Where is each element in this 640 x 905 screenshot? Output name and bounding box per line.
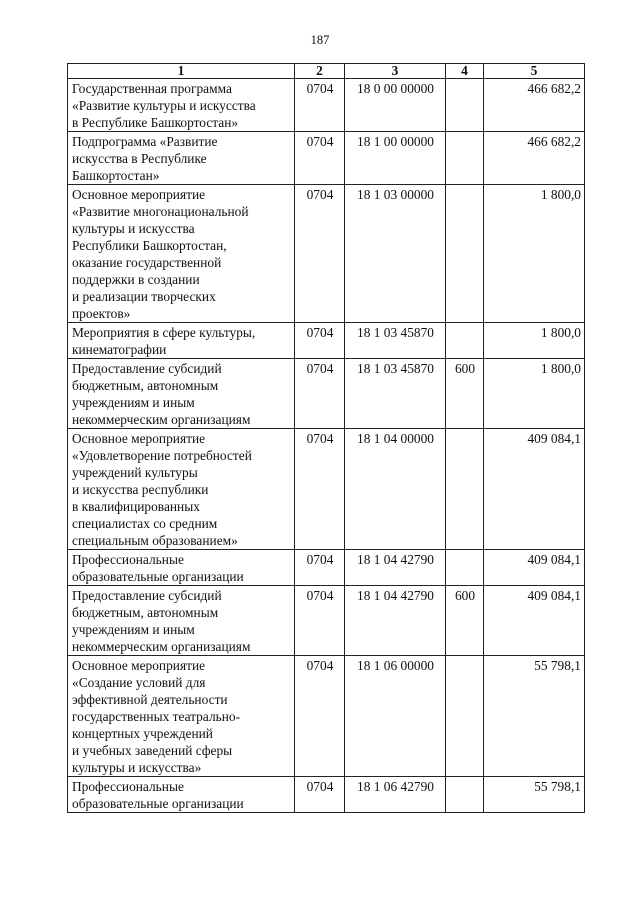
cell-name-line: Профессиональные (72, 552, 184, 567)
cell-name-line: учреждений культуры (72, 465, 198, 480)
cell-name-line: культуры и искусства (72, 221, 195, 236)
cell-name-line: эффективной деятельности (72, 692, 228, 707)
cell-section: 0704 (295, 586, 345, 656)
table-body (68, 79, 585, 813)
cell-name (68, 777, 295, 813)
cell-section: 0704 (295, 359, 345, 429)
cell-code: 18 1 00 00000 (345, 132, 446, 185)
cell-name-line: бюджетным, автономным (72, 378, 219, 393)
cell-section: 0704 (295, 323, 345, 359)
table-row (68, 777, 585, 813)
cell-section: 0704 (295, 185, 345, 323)
cell-name (68, 79, 295, 132)
column-header-2: 2 (295, 64, 345, 79)
cell-name-line: Профессиональные (72, 779, 184, 794)
cell-name (68, 429, 295, 550)
cell-type (446, 132, 484, 185)
cell-name-line: учреждениям и иным (72, 622, 195, 637)
table-row (68, 323, 585, 359)
cell-name-line: проектов» (72, 306, 131, 321)
cell-code: 18 1 03 45870 (345, 323, 446, 359)
cell-amount: 409 084,1 (484, 429, 585, 550)
cell-code: 18 1 03 45870 (345, 359, 446, 429)
cell-name-line: специальным образованием» (72, 533, 238, 548)
cell-name-line: кинематографии (72, 342, 167, 357)
cell-name-line: образовательные организации (72, 796, 244, 811)
cell-name (68, 323, 295, 359)
page-number: 187 (310, 33, 330, 47)
cell-name-line: некоммерческим организациям (72, 412, 251, 427)
cell-code: 18 0 00 00000 (345, 79, 446, 132)
cell-code: 18 1 04 00000 (345, 429, 446, 550)
cell-name-line: образовательные организации (72, 569, 244, 584)
cell-name-line: поддержки в создании (72, 272, 200, 287)
cell-name-line: и учебных заведений сферы (72, 743, 233, 758)
cell-name-line: Подпрограмма «Развитие (72, 134, 218, 149)
cell-name (68, 185, 295, 323)
cell-code: 18 1 06 00000 (345, 656, 446, 777)
cell-amount: 1 800,0 (484, 185, 585, 323)
cell-section: 0704 (295, 656, 345, 777)
cell-section: 0704 (295, 79, 345, 132)
cell-type: 600 (446, 586, 484, 656)
cell-name-line: и искусства республики (72, 482, 209, 497)
table-row (68, 429, 585, 550)
cell-name (68, 550, 295, 586)
cell-name-line: специалистах со средним (72, 516, 218, 531)
cell-name-line: Предоставление субсидий (72, 588, 222, 603)
cell-name-line: «Удовлетворение потребностей (72, 448, 252, 463)
cell-name-line: Башкортостан» (72, 168, 160, 183)
cell-amount: 466 682,2 (484, 132, 585, 185)
cell-type (446, 185, 484, 323)
table-row (68, 79, 585, 132)
cell-type (446, 777, 484, 813)
column-header-5: 5 (484, 64, 585, 79)
cell-type (446, 79, 484, 132)
cell-name-line: концертных учреждений (72, 726, 213, 741)
cell-name-line: и реализации творческих (72, 289, 216, 304)
table-row (68, 132, 585, 185)
cell-name-line: Основное мероприятие (72, 431, 206, 446)
cell-name-line: Государственная программа (72, 81, 232, 96)
cell-type (446, 550, 484, 586)
column-header-4: 4 (446, 64, 484, 79)
table-row (68, 656, 585, 777)
table-row (68, 550, 585, 586)
cell-type: 600 (446, 359, 484, 429)
cell-name-line: «Развитие культуры и искусства (72, 98, 256, 113)
table-row (68, 359, 585, 429)
cell-name-line: искусства в Республике (72, 151, 207, 166)
cell-name-line: оказание государственной (72, 255, 222, 270)
cell-name-line: бюджетным, автономным (72, 605, 219, 620)
cell-name (68, 132, 295, 185)
cell-code: 18 1 04 42790 (345, 550, 446, 586)
cell-amount: 1 800,0 (484, 323, 585, 359)
cell-amount: 1 800,0 (484, 359, 585, 429)
cell-name-line: учреждениям и иным (72, 395, 195, 410)
cell-amount: 466 682,2 (484, 79, 585, 132)
cell-name-line: Мероприятия в сфере культуры, (72, 325, 256, 340)
cell-name-line: в Республике Башкортостан» (72, 115, 239, 130)
cell-section: 0704 (295, 550, 345, 586)
column-header-3: 3 (345, 64, 446, 79)
cell-name (68, 656, 295, 777)
cell-section: 0704 (295, 132, 345, 185)
cell-name-line: государственных театрально- (72, 709, 241, 724)
cell-amount: 55 798,1 (484, 656, 585, 777)
cell-amount: 55 798,1 (484, 777, 585, 813)
cell-amount: 409 084,1 (484, 550, 585, 586)
table-header-row (68, 64, 585, 79)
cell-name (68, 586, 295, 656)
cell-code: 18 1 03 00000 (345, 185, 446, 323)
cell-name-line: культуры и искусства» (72, 760, 202, 775)
cell-name-line: Республики Башкортостан, (72, 238, 227, 253)
cell-name-line: Основное мероприятие (72, 658, 206, 673)
cell-code: 18 1 06 42790 (345, 777, 446, 813)
cell-section: 0704 (295, 777, 345, 813)
cell-type (446, 323, 484, 359)
cell-name-line: некоммерческим организациям (72, 639, 251, 654)
cell-name-line: «Развитие многонациональной (72, 204, 249, 219)
cell-name (68, 359, 295, 429)
cell-name-line: Предоставление субсидий (72, 361, 222, 376)
table-row (68, 185, 585, 323)
cell-section: 0704 (295, 429, 345, 550)
table-row (68, 586, 585, 656)
cell-name-line: «Создание условий для (72, 675, 206, 690)
cell-type (446, 429, 484, 550)
budget-table (67, 63, 585, 813)
cell-amount: 409 084,1 (484, 586, 585, 656)
cell-name-line: в квалифицированных (72, 499, 200, 514)
cell-code: 18 1 04 42790 (345, 586, 446, 656)
cell-type (446, 656, 484, 777)
column-header-1: 1 (68, 64, 295, 79)
cell-name-line: Основное мероприятие (72, 187, 206, 202)
